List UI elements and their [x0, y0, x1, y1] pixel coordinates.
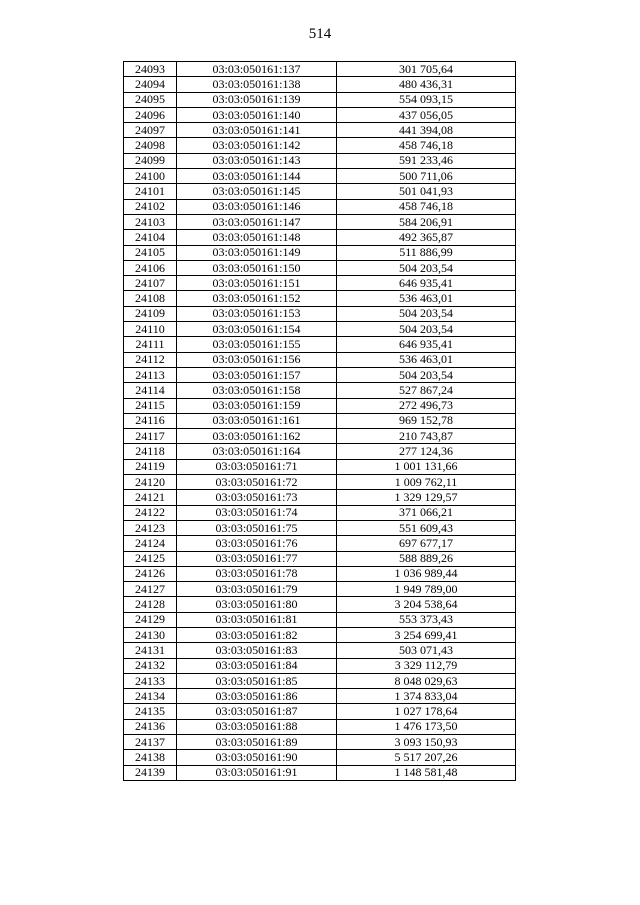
value-cell: 1 374 833,04	[337, 689, 516, 704]
cadastral-number-cell: 03:03:050161:74	[177, 505, 337, 520]
value-cell: 458 746,18	[337, 138, 516, 153]
cadastral-number-cell: 03:03:050161:159	[177, 398, 337, 413]
row-number-cell: 24139	[124, 765, 177, 780]
value-cell: 1 001 131,66	[337, 459, 516, 474]
row-number-cell: 24110	[124, 322, 177, 337]
value-cell: 969 152,78	[337, 413, 516, 428]
table-row	[124, 199, 516, 214]
row-number-cell: 24129	[124, 612, 177, 627]
row-number-cell: 24137	[124, 735, 177, 750]
cadastral-number-cell: 03:03:050161:76	[177, 536, 337, 551]
cadastral-number-cell: 03:03:050161:75	[177, 520, 337, 535]
cadastral-number-cell: 03:03:050161:161	[177, 413, 337, 428]
value-cell: 1 329 129,57	[337, 490, 516, 505]
table-row	[124, 184, 516, 199]
table-row	[124, 689, 516, 704]
table-row	[124, 765, 516, 780]
cadastral-number-cell: 03:03:050161:146	[177, 199, 337, 214]
value-cell: 277 124,36	[337, 444, 516, 459]
table-row	[124, 306, 516, 321]
table-row	[124, 475, 516, 490]
table-row	[124, 658, 516, 673]
cadastral-number-cell: 03:03:050161:151	[177, 276, 337, 291]
row-number-cell: 24106	[124, 260, 177, 275]
cadastral-number-cell: 03:03:050161:140	[177, 107, 337, 122]
row-number-cell: 24122	[124, 505, 177, 520]
value-cell: 500 711,06	[337, 169, 516, 184]
value-cell: 8 048 029,63	[337, 673, 516, 688]
table-row	[124, 612, 516, 627]
table-row	[124, 77, 516, 92]
cadastral-number-cell: 03:03:050161:157	[177, 367, 337, 382]
cadastral-number-cell: 03:03:050161:156	[177, 352, 337, 367]
table-row	[124, 214, 516, 229]
row-number-cell: 24133	[124, 673, 177, 688]
table-row	[124, 62, 516, 77]
row-number-cell: 24127	[124, 582, 177, 597]
row-number-cell: 24125	[124, 551, 177, 566]
row-number-cell: 24111	[124, 337, 177, 352]
cadastral-number-cell: 03:03:050161:83	[177, 643, 337, 658]
table-row	[124, 597, 516, 612]
table-row	[124, 704, 516, 719]
cadastral-number-cell: 03:03:050161:82	[177, 627, 337, 642]
cadastral-number-cell: 03:03:050161:162	[177, 429, 337, 444]
row-number-cell: 24098	[124, 138, 177, 153]
cadastral-number-cell: 03:03:050161:138	[177, 77, 337, 92]
row-number-cell: 24132	[124, 658, 177, 673]
table-row	[124, 520, 516, 535]
value-cell: 591 233,46	[337, 153, 516, 168]
cadastral-number-cell: 03:03:050161:164	[177, 444, 337, 459]
table-row	[124, 123, 516, 138]
value-cell: 5 517 207,26	[337, 750, 516, 765]
value-cell: 501 041,93	[337, 184, 516, 199]
value-cell: 553 373,43	[337, 612, 516, 627]
row-number-cell: 24094	[124, 77, 177, 92]
row-number-cell: 24136	[124, 719, 177, 734]
value-cell: 1 949 789,00	[337, 582, 516, 597]
value-cell: 3 254 699,41	[337, 627, 516, 642]
row-number-cell: 24112	[124, 352, 177, 367]
value-cell: 272 496,73	[337, 398, 516, 413]
table-row	[124, 566, 516, 581]
row-number-cell: 24104	[124, 230, 177, 245]
table-body	[124, 62, 516, 781]
row-number-cell: 24093	[124, 62, 177, 77]
row-number-cell: 24096	[124, 107, 177, 122]
table-row	[124, 245, 516, 260]
cadastral-number-cell: 03:03:050161:142	[177, 138, 337, 153]
cadastral-number-cell: 03:03:050161:84	[177, 658, 337, 673]
table-row	[124, 627, 516, 642]
table-row	[124, 490, 516, 505]
table-row	[124, 291, 516, 306]
value-cell: 697 677,17	[337, 536, 516, 551]
row-number-cell: 24121	[124, 490, 177, 505]
table-row	[124, 169, 516, 184]
cadastral-number-cell: 03:03:050161:139	[177, 92, 337, 107]
row-number-cell: 24138	[124, 750, 177, 765]
value-cell: 511 886,99	[337, 245, 516, 260]
cadastral-number-cell: 03:03:050161:80	[177, 597, 337, 612]
row-number-cell: 24123	[124, 520, 177, 535]
value-cell: 527 867,24	[337, 383, 516, 398]
cadastral-number-cell: 03:03:050161:150	[177, 260, 337, 275]
table-row	[124, 750, 516, 765]
row-number-cell: 24095	[124, 92, 177, 107]
row-number-cell: 24113	[124, 367, 177, 382]
table-row	[124, 429, 516, 444]
table-row	[124, 260, 516, 275]
cadastral-number-cell: 03:03:050161:79	[177, 582, 337, 597]
cadastral-number-cell: 03:03:050161:77	[177, 551, 337, 566]
table-row	[124, 551, 516, 566]
table-row	[124, 153, 516, 168]
value-cell: 646 935,41	[337, 337, 516, 352]
table-row	[124, 230, 516, 245]
cadastral-number-cell: 03:03:050161:71	[177, 459, 337, 474]
cadastral-number-cell: 03:03:050161:155	[177, 337, 337, 352]
row-number-cell: 24119	[124, 459, 177, 474]
value-cell: 3 093 150,93	[337, 735, 516, 750]
cadastral-number-cell: 03:03:050161:91	[177, 765, 337, 780]
value-cell: 1 476 173,50	[337, 719, 516, 734]
value-cell: 458 746,18	[337, 199, 516, 214]
row-number-cell: 24103	[124, 214, 177, 229]
row-number-cell: 24135	[124, 704, 177, 719]
row-number-cell: 24108	[124, 291, 177, 306]
parcel-table	[123, 61, 516, 781]
value-cell: 1 027 178,64	[337, 704, 516, 719]
value-cell: 301 705,64	[337, 62, 516, 77]
row-number-cell: 24131	[124, 643, 177, 658]
cadastral-number-cell: 03:03:050161:144	[177, 169, 337, 184]
row-number-cell: 24134	[124, 689, 177, 704]
cadastral-number-cell: 03:03:050161:149	[177, 245, 337, 260]
table-row	[124, 92, 516, 107]
value-cell: 504 203,54	[337, 306, 516, 321]
cadastral-number-cell: 03:03:050161:81	[177, 612, 337, 627]
table-row	[124, 505, 516, 520]
row-number-cell: 24120	[124, 475, 177, 490]
page-number: 514	[308, 26, 332, 42]
cadastral-number-cell: 03:03:050161:143	[177, 153, 337, 168]
value-cell: 504 203,54	[337, 322, 516, 337]
value-cell: 503 071,43	[337, 643, 516, 658]
value-cell: 504 203,54	[337, 260, 516, 275]
table-row	[124, 643, 516, 658]
row-number-cell: 24114	[124, 383, 177, 398]
row-number-cell: 24105	[124, 245, 177, 260]
table-row	[124, 322, 516, 337]
cadastral-number-cell: 03:03:050161:73	[177, 490, 337, 505]
value-cell: 492 365,87	[337, 230, 516, 245]
table-row	[124, 735, 516, 750]
cadastral-number-cell: 03:03:050161:152	[177, 291, 337, 306]
table-row	[124, 413, 516, 428]
cadastral-number-cell: 03:03:050161:153	[177, 306, 337, 321]
row-number-cell: 24109	[124, 306, 177, 321]
row-number-cell: 24130	[124, 627, 177, 642]
row-number-cell: 24097	[124, 123, 177, 138]
table-row	[124, 582, 516, 597]
cadastral-number-cell: 03:03:050161:145	[177, 184, 337, 199]
row-number-cell: 24126	[124, 566, 177, 581]
value-cell: 371 066,21	[337, 505, 516, 520]
table-row	[124, 536, 516, 551]
row-number-cell: 24099	[124, 153, 177, 168]
cadastral-number-cell: 03:03:050161:141	[177, 123, 337, 138]
table-row	[124, 398, 516, 413]
value-cell: 3 204 538,64	[337, 597, 516, 612]
table-row	[124, 459, 516, 474]
table-row	[124, 337, 516, 352]
row-number-cell: 24101	[124, 184, 177, 199]
value-cell: 536 463,01	[337, 291, 516, 306]
row-number-cell: 24124	[124, 536, 177, 551]
cadastral-number-cell: 03:03:050161:86	[177, 689, 337, 704]
value-cell: 1 036 989,44	[337, 566, 516, 581]
value-cell: 536 463,01	[337, 352, 516, 367]
value-cell: 441 394,08	[337, 123, 516, 138]
cadastral-number-cell: 03:03:050161:88	[177, 719, 337, 734]
table-row	[124, 673, 516, 688]
cadastral-number-cell: 03:03:050161:148	[177, 230, 337, 245]
row-number-cell: 24100	[124, 169, 177, 184]
row-number-cell: 24116	[124, 413, 177, 428]
cadastral-number-cell: 03:03:050161:72	[177, 475, 337, 490]
row-number-cell: 24128	[124, 597, 177, 612]
row-number-cell: 24117	[124, 429, 177, 444]
table-row	[124, 138, 516, 153]
table-row	[124, 383, 516, 398]
table-row	[124, 276, 516, 291]
table-row	[124, 367, 516, 382]
cadastral-number-cell: 03:03:050161:158	[177, 383, 337, 398]
cadastral-number-cell: 03:03:050161:154	[177, 322, 337, 337]
value-cell: 584 206,91	[337, 214, 516, 229]
cadastral-number-cell: 03:03:050161:89	[177, 735, 337, 750]
table-row	[124, 352, 516, 367]
value-cell: 1 009 762,11	[337, 475, 516, 490]
table-row	[124, 107, 516, 122]
row-number-cell: 24102	[124, 199, 177, 214]
table-row	[124, 444, 516, 459]
row-number-cell: 24107	[124, 276, 177, 291]
cadastral-number-cell: 03:03:050161:85	[177, 673, 337, 688]
value-cell: 554 093,15	[337, 92, 516, 107]
value-cell: 551 609,43	[337, 520, 516, 535]
cadastral-number-cell: 03:03:050161:87	[177, 704, 337, 719]
value-cell: 646 935,41	[337, 276, 516, 291]
cadastral-number-cell: 03:03:050161:147	[177, 214, 337, 229]
value-cell: 588 889,26	[337, 551, 516, 566]
value-cell: 3 329 112,79	[337, 658, 516, 673]
cadastral-number-cell: 03:03:050161:137	[177, 62, 337, 77]
cadastral-number-cell: 03:03:050161:78	[177, 566, 337, 581]
row-number-cell: 24115	[124, 398, 177, 413]
value-cell: 480 436,31	[337, 77, 516, 92]
value-cell: 1 148 581,48	[337, 765, 516, 780]
value-cell: 504 203,54	[337, 367, 516, 382]
cadastral-number-cell: 03:03:050161:90	[177, 750, 337, 765]
value-cell: 210 743,87	[337, 429, 516, 444]
row-number-cell: 24118	[124, 444, 177, 459]
value-cell: 437 056,05	[337, 107, 516, 122]
table-row	[124, 719, 516, 734]
